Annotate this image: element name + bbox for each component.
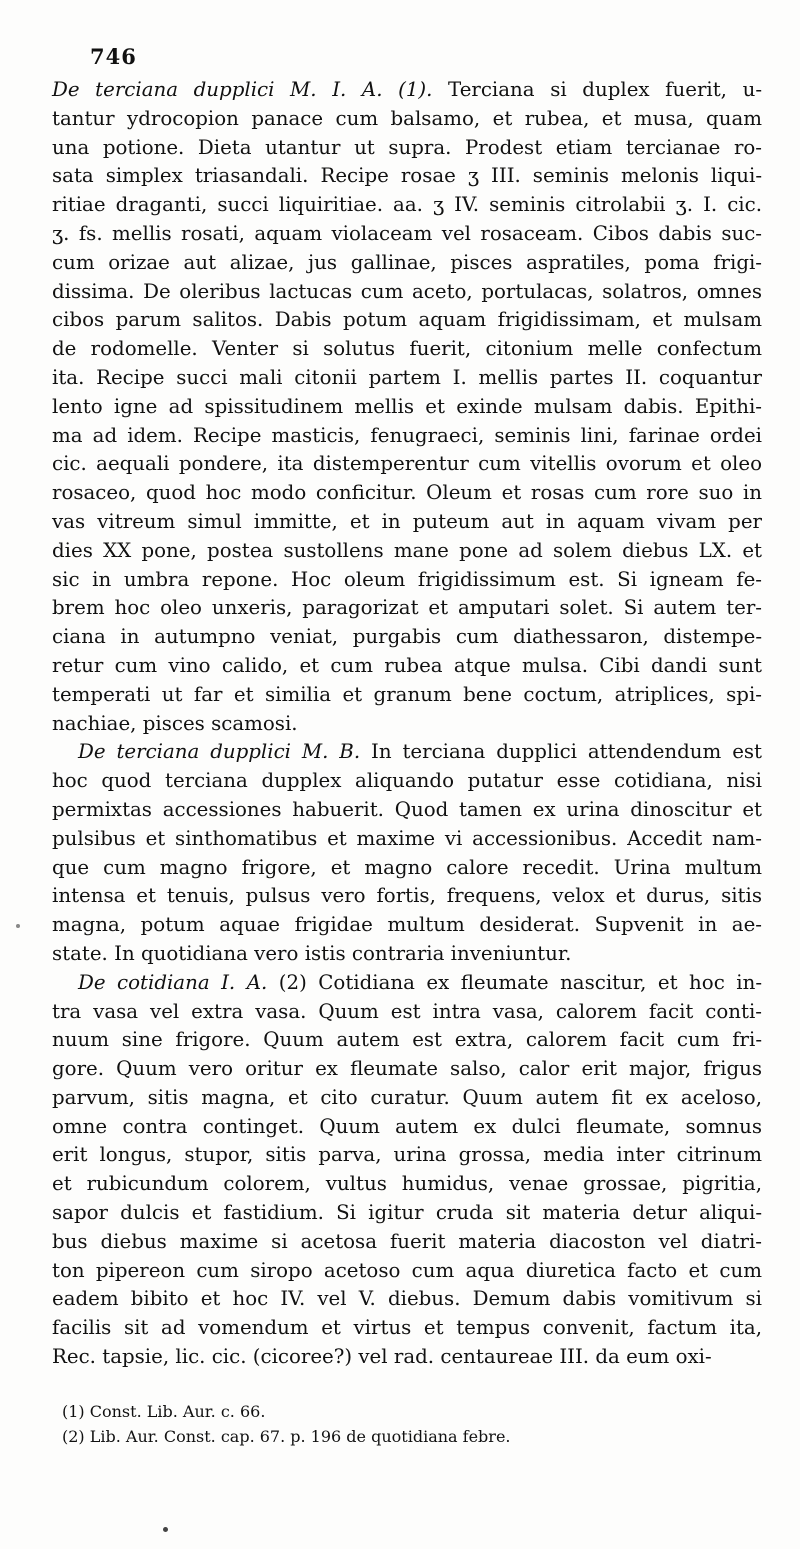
text-line: bus diebus maxime si acetosa fuerit materia diacoston vel diatri- xyxy=(52,1229,762,1253)
print-speck xyxy=(16,924,20,928)
text-line: ciana in autumpno veniat, purgabis cum diathessaron, distempe- xyxy=(52,625,762,649)
text-line: hoc quod terciana dupplex aliquando putatur esse cotidiana, nisi xyxy=(52,769,762,793)
text-line: retur cum vino calido, et cum rubea atque mulsa. Cibi dandi sunt xyxy=(52,653,762,677)
text-line: ton pipereon cum siropo acetoso cum aqua diuretica facto et cum xyxy=(52,1258,762,1282)
print-speck xyxy=(163,1527,168,1532)
text-line: ritiae draganti, succi liquiritiae. aa. ʒ IV. seminis citrolabii ʒ. I. cic. xyxy=(52,193,762,217)
text-line: gore. Quum vero oritur ex fleumate salso, calor erit major, frigus xyxy=(52,1057,762,1081)
text-line: et rubicundum colorem, vultus humidus, venae grossae, pigritia, xyxy=(52,1172,762,1196)
text-line: Rec. tapsie, lic. cic. (cicoree?) vel rad. centaureae III. da eum oxi- xyxy=(52,1345,712,1369)
text-line: intensa et tenuis, pulsus vero fortis, frequens, velox et durus, sitis xyxy=(52,884,762,908)
text-line: ma ad idem. Recipe masticis, fenugraeci, seminis lini, farinae ordei xyxy=(52,423,762,447)
text-line: brem hoc oleo unxeris, paragorizat et amputari solet. Si autem ter- xyxy=(52,596,762,620)
footnote-1: (1) Const. Lib. Aur. c. 66. xyxy=(62,1402,266,1421)
paragraph xyxy=(52,969,762,1372)
paragraph xyxy=(52,738,762,968)
text-line: pulsibus et sinthomatibus et maxime vi accessionibus. Accedit nam- xyxy=(52,826,762,850)
text-line: una potione. Dieta utantur ut supra. Prodest etiam tercianae ro- xyxy=(52,135,762,159)
text-line: magna, potum aquae frigidae multum desiderat. Supvenit in ae- xyxy=(52,913,762,937)
text-line: De cotidiana I. A. (2) Cotidiana ex fleumate nascitur, et hoc in- xyxy=(78,970,763,994)
text-line: tantur ydrocopion panace cum balsamo, et rubea, et musa, quam xyxy=(52,106,762,130)
text-line: temperati ut far et similia et granum bene coctum, atriplices, spi- xyxy=(52,682,762,706)
text-line: lento igne ad spissitudinem mellis et exinde mulsam dabis. Epithi- xyxy=(52,394,762,418)
text-line: nuum sine frigore. Quum autem est extra, calorem facit cum fri- xyxy=(52,1028,762,1052)
text-line: ʒ. fs. mellis rosati, aquam violaceam vel rosaceam. Cibos dabis suc- xyxy=(52,221,762,245)
text-line: erit longus, stupor, sitis parva, urina grossa, media inter citrinum xyxy=(52,1143,762,1167)
text-line: cic. aequali pondere, ita distemperentur cum vitellis ovorum et oleo xyxy=(52,452,762,476)
text-line: permixtas accessiones habuerit. Quod tamen ex urina dinoscitur et xyxy=(52,797,762,821)
text-line: sic in umbra repone. Hoc oleum frigidissimum est. Si igneam fe- xyxy=(52,567,762,591)
text-line: sapor dulcis et fastidium. Si igitur cruda sit materia detur aliqui- xyxy=(52,1201,762,1225)
body-text xyxy=(52,76,762,1372)
text-line: vas vitreum simul immitte, et in puteum aut in aquam vivam per xyxy=(52,509,762,533)
text-line: parvum, sitis magna, et cito curatur. Quum autem fit ex aceloso, xyxy=(52,1085,762,1109)
text-line: facilis sit ad vomendum et virtus et tempus convenit, factum ita, xyxy=(52,1316,762,1340)
text-line: que cum magno frigore, et magno calore recedit. Urina multum xyxy=(52,855,762,879)
text-line: dissima. De oleribus lactucas cum aceto, portulacas, solatros, omnes xyxy=(52,279,762,303)
paragraph xyxy=(52,76,762,738)
text-line: dies XX pone, postea sustollens mane pone ad solem diebus LX. et xyxy=(52,538,762,562)
text-line: cum orizae aut alizae, jus gallinae, pisces aspratiles, poma frigi- xyxy=(52,250,762,274)
text-line: De terciana dupplici M. I. A. (1). Terciana si duplex fuerit, u- xyxy=(52,78,762,101)
text-line: cibos parum salitos. Dabis potum aquam frigidissimam, et mulsam xyxy=(52,308,762,332)
text-line: De terciana dupplici M. B. In terciana dupplici attendendum est xyxy=(78,740,762,764)
text-line: de rodomelle. Venter si solutus fuerit, citonium melle confectum xyxy=(52,337,762,361)
text-line: state. In quotidiana vero istis contraria inveniuntur. xyxy=(52,941,572,965)
text-line: eadem bibito et hoc IV. vel V. diebus. Demum dabis vomitivum si xyxy=(52,1287,762,1311)
text-line: tra vasa vel extra vasa. Quum est intra vasa, calorem facit conti- xyxy=(52,999,762,1023)
text-line: omne contra continget. Quum autem ex dulci fleumate, somnus xyxy=(52,1114,762,1138)
text-line: rosaceo, quod hoc modo conficitur. Oleum et rosas cum rore suo in xyxy=(52,481,762,505)
page-number: 746 xyxy=(90,44,137,69)
footnote-2: (2) Lib. Aur. Const. cap. 67. p. 196 de quotidiana febre. xyxy=(62,1427,511,1446)
footnotes xyxy=(62,1399,762,1449)
text-line: nachiae, pisces scamosi. xyxy=(52,711,298,735)
text-line: ita. Recipe succi mali citonii partem I. mellis partes II. coquantur xyxy=(52,365,762,389)
text-line: sata simplex triasandali. Recipe rosae ʒ III. seminis melonis liqui- xyxy=(52,164,762,188)
